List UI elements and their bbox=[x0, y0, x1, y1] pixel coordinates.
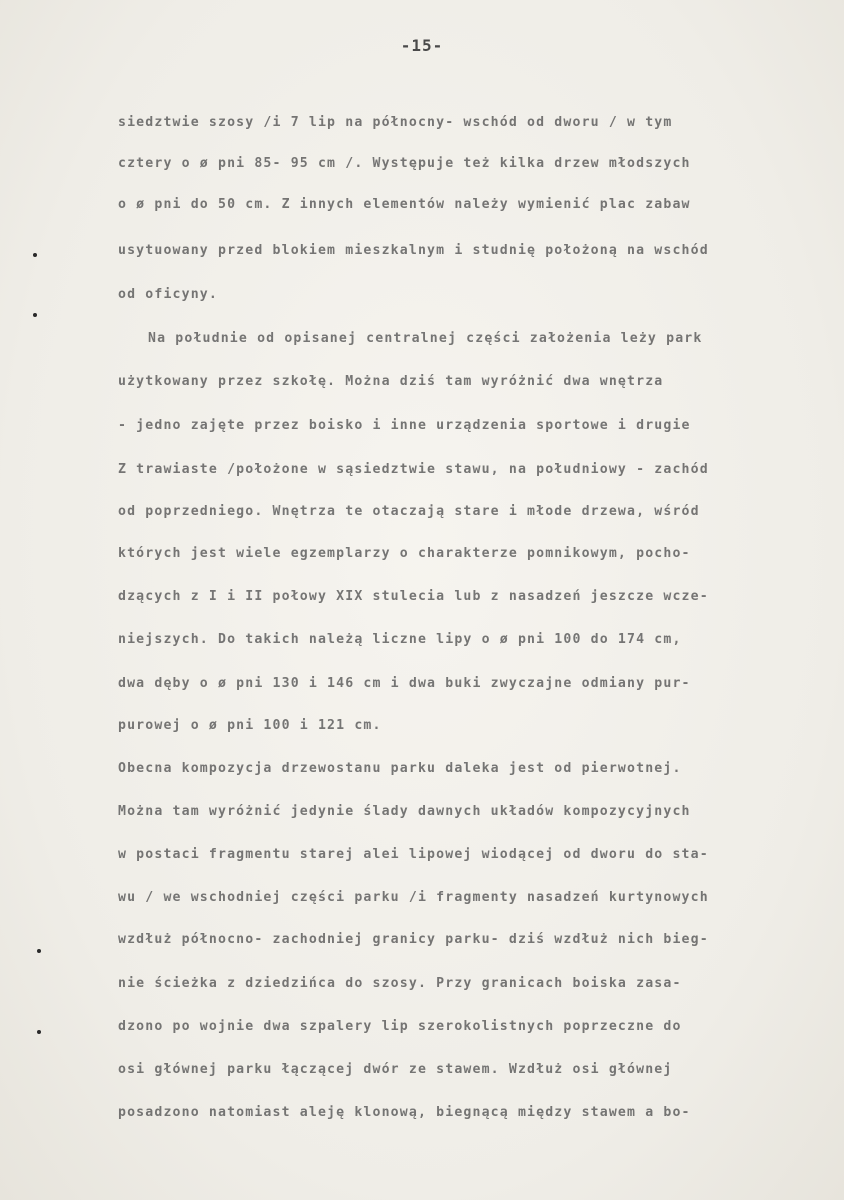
text-line-23: osi głównej parku łączącej dwór ze stawem. Wzdłuż osi głównej bbox=[118, 1062, 673, 1077]
text-line-13: niejszych. Do takich należą liczne lipy o ø pni 100 do 174 cm, bbox=[118, 632, 682, 647]
margin-dot bbox=[37, 1030, 41, 1034]
text-line-22: dzono po wojnie dwa szpalery lip szerokolistnych poprzeczne do bbox=[118, 1019, 682, 1034]
text-line-1: siedztwie szosy /i 7 lip na północny- wschód od dworu / w tym bbox=[118, 115, 673, 130]
text-line-9: Z trawiaste /położone w sąsiedztwie stawu, na południowy - zachód bbox=[118, 462, 709, 477]
text-line-12: dzących z I i II połowy XIX stulecia lub z nasadzeń jeszcze wcze- bbox=[118, 589, 709, 604]
text-line-7: użytkowany przez szkołę. Można dziś tam wyróżnić dwa wnętrza bbox=[118, 374, 664, 389]
text-line-24: posadzono natomiast aleję klonową, biegnącą między stawem a bo- bbox=[118, 1105, 691, 1120]
margin-dot bbox=[33, 313, 37, 317]
text-line-2: cztery o ø pni 85- 95 cm /. Występuje też kilka drzew młodszych bbox=[118, 156, 691, 171]
text-line-21: nie ścieżka z dziedzińca do szosy. Przy granicach boiska zasa- bbox=[118, 976, 682, 991]
text-line-15: purowej o ø pni 100 i 121 cm. bbox=[118, 718, 382, 733]
text-line-11: których jest wiele egzemplarzy o charakterze pomnikowym, pocho- bbox=[118, 546, 691, 561]
margin-dot bbox=[33, 253, 37, 257]
text-line-3: o ø pni do 50 cm. Z innych elementów należy wymienić plac zabaw bbox=[118, 197, 691, 212]
text-line-10: od poprzedniego. Wnętrza te otaczają stare i młode drzewa, wśród bbox=[118, 504, 700, 519]
text-line-14: dwa dęby o ø pni 130 i 146 cm i dwa buki zwyczajne odmiany pur- bbox=[118, 676, 691, 691]
text-line-16: Obecna kompozycja drzewostanu parku daleka jest od pierwotnej. bbox=[118, 761, 682, 776]
margin-dot bbox=[37, 949, 41, 953]
text-line-20: wzdłuż północno- zachodniej granicy parku- dziś wzdłuż nich bieg- bbox=[118, 932, 709, 947]
text-line-4: usytuowany przed blokiem mieszkalnym i studnię położoną na wschód bbox=[118, 243, 709, 258]
text-line-8: - jedno zajęte przez boisko i inne urządzenia sportowe i drugie bbox=[118, 418, 691, 433]
text-line-17: Można tam wyróżnić jedynie ślady dawnych układów kompozycyjnych bbox=[118, 804, 691, 819]
text-line-18: w postaci fragmentu starej alei lipowej wiodącej od dworu do sta- bbox=[118, 847, 709, 862]
text-line-19: wu / we wschodniej części parku /i fragmenty nasadzeń kurtynowych bbox=[118, 890, 709, 905]
page-number: -15- bbox=[400, 36, 444, 55]
text-line-6: Na południe od opisanej centralnej części założenia leży park bbox=[148, 331, 703, 346]
text-line-5: od oficyny. bbox=[118, 287, 218, 302]
